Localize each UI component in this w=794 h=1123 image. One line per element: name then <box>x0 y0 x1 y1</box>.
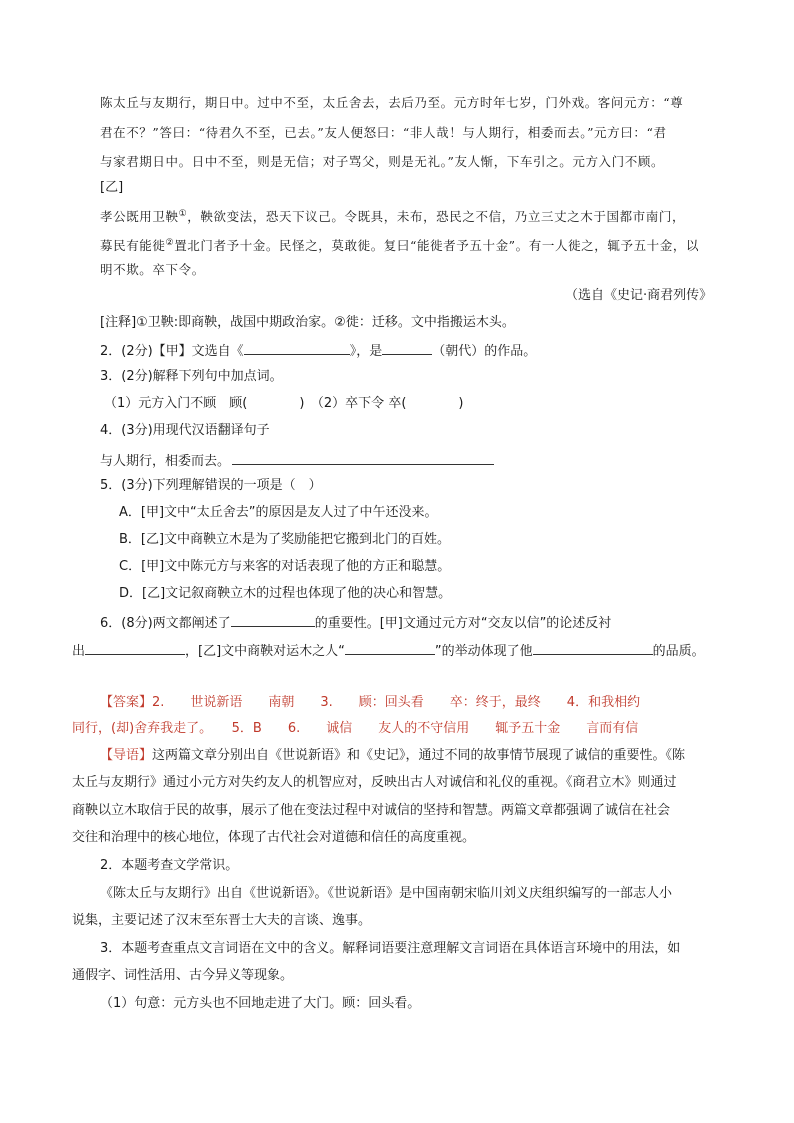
analysis-2-heading: 2．本题考查文学常识。 <box>100 858 239 873</box>
question-2-text-b: 》，是 <box>349 344 383 359</box>
question-4-answer-blank[interactable] <box>232 450 494 465</box>
passage-a-line-3: 与家君期日中。日中不至，则是无信；对子骂父，则是无礼。”友人惭，下车引之。元方入门不顾。 <box>100 154 665 169</box>
passage-b-line-1 <box>100 204 685 227</box>
question-6-text-c: 出 <box>72 644 86 659</box>
question-4-sentence-row <box>100 450 494 472</box>
analysis-2-line-1: 《陈太丘与友期行》出自《世说新语》。《世说新语》是中国南朝宋临川刘义庆组织编写的一部志人小 <box>100 886 673 901</box>
guide-line-3: 商鞅以立木取信于民的故事，展示了他在变法过程中对诚信的坚持和智慧。两篇文章都强调了诚信在社会 <box>72 803 671 818</box>
question-6-line-2 <box>72 640 705 662</box>
guide-line-4: 交往和治理中的核心地位，体现了古代社会对道德和信任的高度重视。 <box>72 830 476 845</box>
question-6-text-b: 的重要性。[甲]文通过元方对“交友以信”的论述反衬 <box>314 616 612 631</box>
question-2-text-a: 2．(2分)【甲】文选自《 <box>100 344 244 359</box>
question-2-blank-book[interactable] <box>244 340 350 355</box>
question-6-text-e: ”的举动体现了他 <box>434 644 533 659</box>
question-4-stem: 4．(3分)用现代汉语翻译句子 <box>100 423 270 438</box>
passage-b-line-2-end: 置北门者予十金。民怪之，莫敢徙。复曰“能徙者予五十金”。有一人徙之，辄予五十金，以 <box>174 238 700 254</box>
question-6-text-f: 的品质。 <box>652 644 705 659</box>
guide-label: 【导语】 <box>100 748 153 763</box>
question-6-blank-1[interactable] <box>231 612 315 627</box>
question-4-sentence: 与人期行，相委而去。 <box>100 454 231 469</box>
footnote-2-marker: ② <box>165 238 175 248</box>
question-5-option-d[interactable]: D．[乙]文记叙商鞅立木的过程也体现了他的决心和智慧。 <box>119 586 452 601</box>
question-2-text-c: （朝代）的作品。 <box>432 344 537 359</box>
question-5-option-b[interactable]: B．[乙]文中商鞅立木是为了奖励能把它搬到北门的百姓。 <box>119 532 451 547</box>
passage-b-line-2-start: 募民有能徙 <box>100 238 166 254</box>
passage-b-label: [乙] <box>100 180 124 195</box>
answer-line-1: 【答案】2. 世说新语 南朝 3. 顾：回头看 卒：终于，最终 4．和我相约 <box>100 695 641 710</box>
passage-b-line-2 <box>100 233 699 256</box>
question-6-line-1 <box>100 612 611 634</box>
passage-b-line-1-start: 孝公既用卫鞅 <box>100 209 179 225</box>
analysis-3-line-1: 通假字、词性活用、古今异义等现象。 <box>72 968 294 983</box>
footnote-1-marker: ① <box>178 209 188 219</box>
answer-line-2: 同行，(却)舍弃我走了。 5．B 6. 诚信 友人的不守信用 辄予五十金 言而有信 <box>72 721 639 736</box>
guide-line-2: 太丘与友期行》通过小元方对失约友人的机智应对，反映出古人对诚信和礼仪的重视。《商君立木》则通过 <box>72 775 677 790</box>
annotation-notes: [注释]①卫鞅:即商鞅，战国中期政治家。②徙：迁移。文中指搬运木头。 <box>100 315 515 330</box>
analysis-3-line-2: （1）句意：元方头也不回地走进了大门。顾：回头看。 <box>100 996 421 1011</box>
analysis-3-heading: 3．本题考查重点文言词语在文中的含义。解释词语要注意理解文言词语在具体语言环境中的用法，如 <box>100 941 681 956</box>
passage-a-line-2: 君在不？”答曰：“待君久不至，已去。”友人便怒曰：“非人哉！与人期行，相委而去。”元方曰：“君 <box>100 125 667 140</box>
question-6-text-a: 6．(8分)两文都阐述了 <box>100 616 231 631</box>
question-3-stem: 3．(2分)解释下列句中加点词。 <box>100 369 283 384</box>
passage-b-line-1-end: ，鞅欲变法，恐天下议己。令既具，未布，恐民之不信，乃立三丈之木于国都市南门， <box>187 209 686 225</box>
question-6-blank-3[interactable] <box>345 640 435 655</box>
question-6-blank-2[interactable] <box>85 640 185 655</box>
passage-a-line-1: 陈太丘与友期行，期日中。过中不至，太丘舍去，去后乃至。元方时年七岁，门外戏。客问元方：“尊 <box>100 95 684 110</box>
analysis-2-line-2: 说集，主要记述了汉末至东晋士大夫的言谈、逸事。 <box>72 913 372 928</box>
passage-b-source: （选自《史记·商君列传》 <box>565 288 713 303</box>
passage-b-line-3: 明不欺。卒下令。 <box>100 262 205 277</box>
question-6-text-d: ，[乙]文中商鞅对运木之人“ <box>185 644 345 659</box>
question-5-stem: 5．(3分)下列理解错误的一项是（ ） <box>100 478 322 493</box>
question-3-items: （1）元方入门不顾 顾( ) （2）卒下令 卒( ) <box>104 396 464 411</box>
guide-line-1 <box>100 746 685 766</box>
question-5-option-a[interactable]: A．[甲]文中“太丘舍去”的原因是友人过了中午还没来。 <box>119 505 438 520</box>
question-2-blank-dynasty[interactable] <box>382 340 432 355</box>
question-2 <box>100 340 536 362</box>
question-6-blank-4[interactable] <box>533 640 653 655</box>
guide-line-1-text: 这两篇文章分别出自《世说新语》和《史记》，通过不同的故事情节展现了诚信的重要性。《陈 <box>152 748 686 763</box>
question-5-option-c[interactable]: C．[甲]文中陈元方与来客的对话表现了他的方正和聪慧。 <box>119 559 451 574</box>
